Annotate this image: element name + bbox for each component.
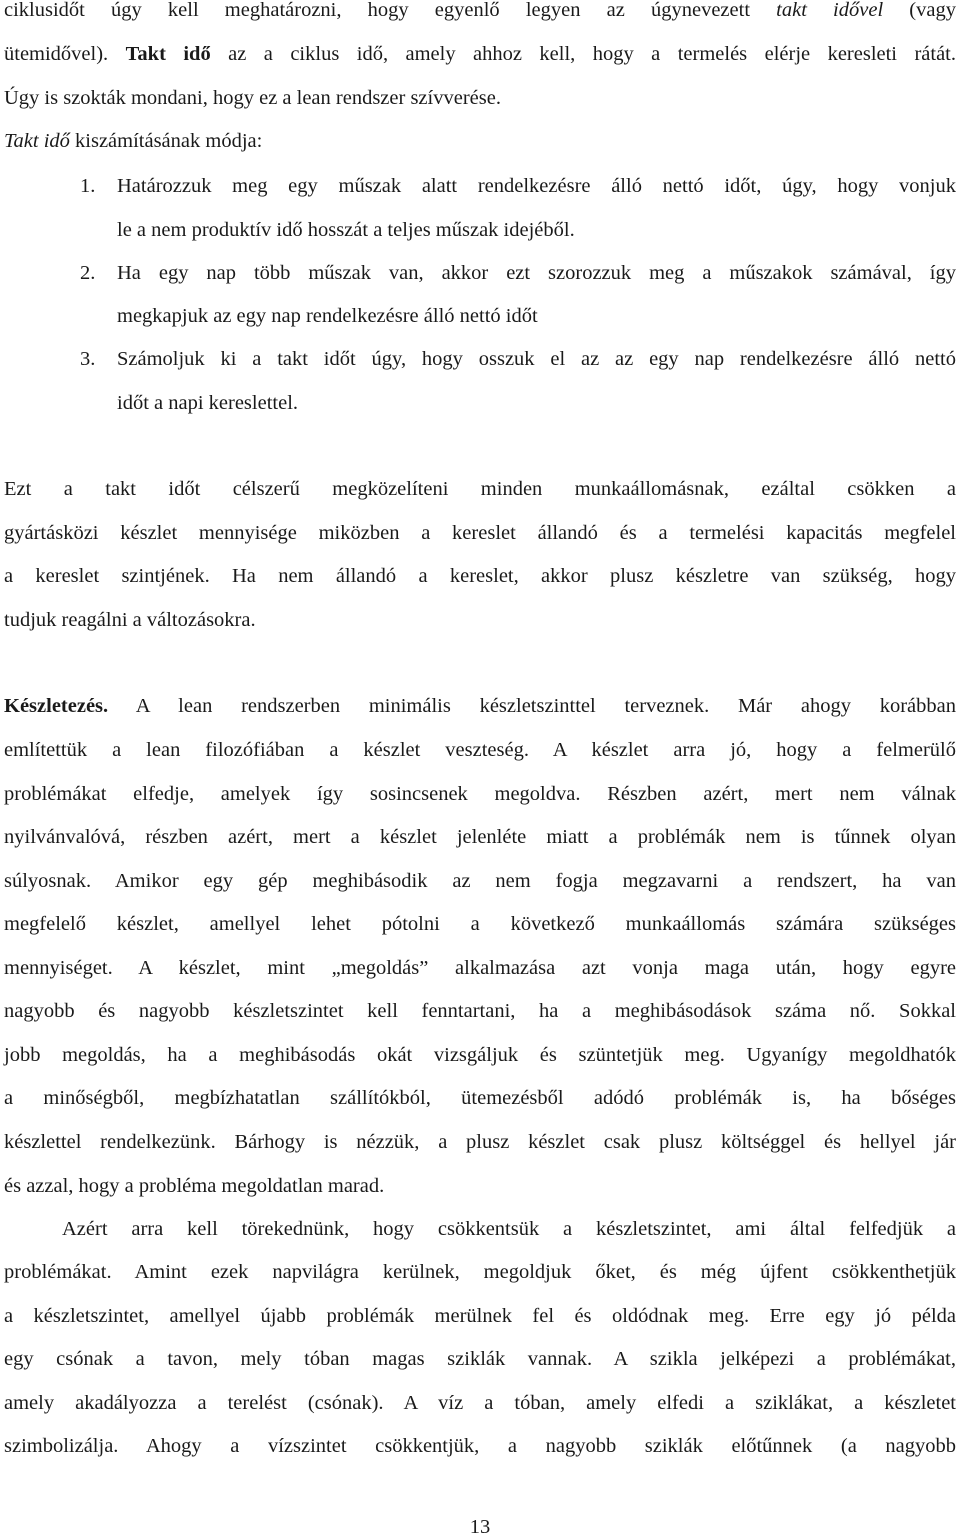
- intro-text: az a ciklus idő, amely ahhoz kell, hogy a termelés elérje keresleti rátát.: [210, 43, 956, 65]
- para-cel-line-3: a készletszintet, amellyel újabb problémák merülnek fel és oldódnak meg. Erre egy jó példa: [4, 1305, 956, 1327]
- para-keszlet-line-5: súlyosnak. Amikor egy gép meghibásodik az nem fogja megzavarni a rendszert, ha van: [4, 870, 956, 892]
- para-keszlet-line-10: a minőségből, megbízhatatlan szállítókból, ütemezésből adódó problémák is, ha bőséges: [4, 1087, 956, 1109]
- para-cel-line-4: egy csónak a tavon, mely tóban magas sziklák vannak. A szikla jelképezi a problémákat,: [4, 1348, 956, 1370]
- para-keszlet-line-2: említettük a lean filozófiában a készlet veszteség. A készlet arra jó, hogy a felmerülő: [4, 739, 956, 761]
- paragraph-text: A lean rendszerben minimális készletszinttel terveznek. Már ahogy korábban: [108, 695, 956, 717]
- step-2-number: 2.: [80, 262, 96, 284]
- para-keszlet-line-6: megfelelő készlet, amellyel lehet pótolni a következő munkaállomás számára szükséges: [4, 913, 956, 935]
- takt-ido-bold-term: Takt idő: [125, 43, 211, 65]
- para-cel-line-2: problémákat. Amint ezek napvilágra kerülnek, megoldjuk őket, és még újfent csökkenthetjük: [4, 1261, 956, 1283]
- para-cel-line-6: szimbolizálja. Ahogy a vízszintet csökkentjük, a nagyobb sziklák előtűnnek (a nagyobb: [4, 1435, 956, 1457]
- intro-line-3: Úgy is szokták mondani, hogy ez a lean rendszer szívverése.: [4, 87, 501, 109]
- step-2-line-1: Ha egy nap több műszak van, akkor ezt szorozzuk meg a műszakok számával, így: [117, 262, 956, 284]
- para-takt-line-1: Ezt a takt időt célszerű megközelíteni minden munkaállomásnak, ezáltal csökken a: [4, 478, 956, 500]
- intro-text: (vagy: [883, 0, 956, 21]
- para-takt-line-2: gyártásközi készlet mennyisége miközben a kereslet állandó és a termelési kapacitás megfelel: [4, 522, 956, 544]
- para-keszlet-line-12: és azzal, hogy a probléma megoldatlan marad.: [4, 1175, 385, 1197]
- step-3-number: 3.: [80, 348, 96, 370]
- para-cel-line-5: amely akadályozza a terelést (csónak). A víz a tóban, amely elfedi a sziklákat, a készletet: [4, 1392, 956, 1414]
- step-3-line-1: Számoljuk ki a takt időt úgy, hogy osszuk el az az egy nap rendelkezésre álló nettó: [117, 348, 956, 370]
- para-keszlet-line-1: [4, 694, 956, 718]
- para-keszlet-line-3: problémákat elfedje, amelyek így sosincsenek megoldva. Részben azért, mert nem válnak: [4, 783, 956, 805]
- takt-ido-term: takt idővel: [776, 0, 884, 21]
- step-1-number: 1.: [80, 175, 96, 197]
- takt-ido-italic-term: Takt idő: [4, 130, 70, 152]
- step-2-line-2: megkapjuk az egy nap rendelkezésre álló nettó időt: [117, 305, 538, 327]
- para-keszlet-line-7: mennyiséget. A készlet, mint „megoldás” alkalmazása azt vonja maga után, hogy egyre: [4, 957, 956, 979]
- para-keszlet-line-4: nyilvánvalóvá, részben azért, mert a készlet jelenléte miatt a problémák nem is tűnnek olyan: [4, 826, 956, 848]
- intro-text: kiszámításának módja:: [69, 130, 263, 152]
- keszletezes-heading: Készletezés.: [4, 695, 109, 717]
- para-keszlet-line-11: készlettel rendelkezünk. Bárhogy is nézzük, a plusz készlet csak plusz költséggel és hellyel jár: [4, 1131, 956, 1153]
- intro-line-1: [4, 0, 956, 22]
- step-1-line-1: Határozzuk meg egy műszak alatt rendelkezésre álló nettó időt, úgy, hogy vonjuk: [117, 175, 956, 197]
- para-takt-line-3: a kereslet szintjének. Ha nem állandó a kereslet, akkor plusz készletre van szükség, hogy: [4, 565, 956, 587]
- para-cel-line-1: Azért arra kell törekednünk, hogy csökkentsük a készletszintet, ami által felfedjük a: [62, 1218, 956, 1240]
- step-3-line-2: időt a napi kereslettel.: [117, 392, 299, 414]
- intro-line-2: [4, 42, 956, 66]
- page-number: 13: [469, 1516, 491, 1538]
- intro-text: ciklusidőt úgy kell meghatározni, hogy egyenlő legyen az úgynevezett: [4, 0, 777, 21]
- para-takt-line-4: tudjuk reagálni a változásokra.: [4, 609, 256, 631]
- intro-text: ütemidővel).: [4, 43, 126, 65]
- step-1-line-2: le a nem produktív idő hosszát a teljes műszak idejéből.: [117, 219, 575, 241]
- intro-line-4: [4, 129, 262, 153]
- para-keszlet-line-9: jobb megoldás, ha a meghibásodás okát vizsgáljuk és szüntetjük meg. Ugyanígy megoldhatók: [4, 1044, 956, 1066]
- para-keszlet-line-8: nagyobb és nagyobb készletszintet kell fenntartani, ha a meghibásodások száma nő. Sokkal: [4, 1000, 956, 1022]
